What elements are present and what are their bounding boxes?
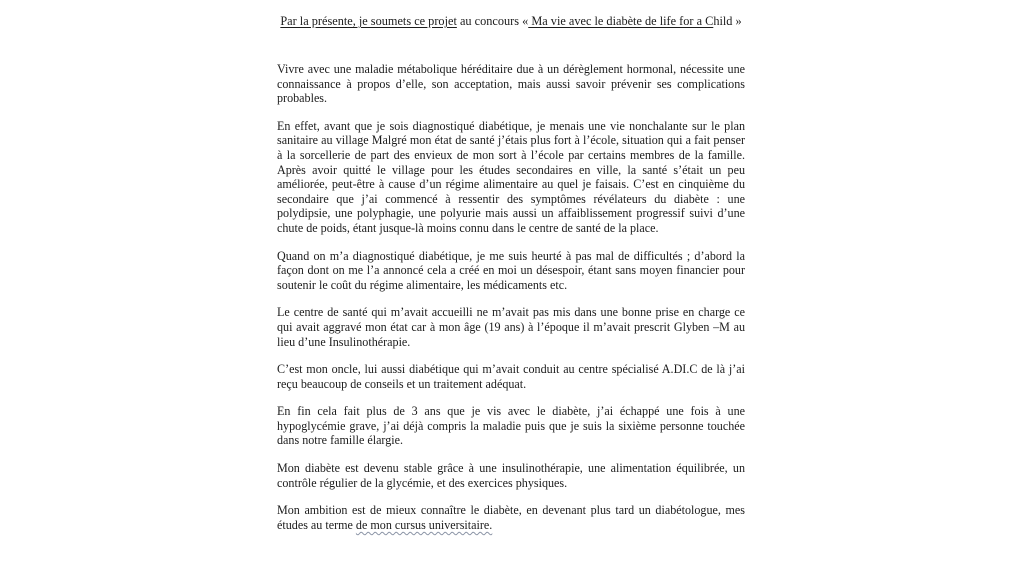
ambition-spellcheck-text: de mon cursus universitaire. bbox=[355, 517, 493, 532]
ambition-text: Mon ambition est de mieux connaître le diabète, en devenant plus tard un diabétologue, mes études au terme bbox=[277, 503, 745, 532]
paragraph-three-years: En fin cela fait plus de 3 ans que je vis avec le diabète, j’ai échappé une fois à une hypoglycémie grave, j’ai déjà compris la maladie puis que je suis la sixième personne touchée dans notre famille élargie. bbox=[277, 404, 745, 448]
paragraph-diagnosis-story: En effet, avant que je sois diagnostiqué diabétique, je menais une vie nonchalante sur le plan sanitaire au village Malgré mon état de santé j’étais plus fort à l’école, situation qui a fait penser à la sorcellerie de part des envieux de mon sort à l’école par certains membres de la famille. Après avoir quitté le village pour les études secondaires en ville, la santé s’était un peu améliorée, peut-être à cause d’un régime alimentaire au quel je faisais. C’est en cinquième du secondaire que j’ai commencé à ressentir des symptômes révélateurs du diabète : une polydipsie, une polyphagie, une polyurie mais aussi un affaiblissement progressif suivi d’une chute de poids, étant jusque-là moins connu dans le centre de santé de la place. bbox=[277, 118, 745, 235]
text-column bbox=[277, 14, 745, 545]
paragraph-health-center: Le centre de santé qui m’avait accueilli ne m’avait pas mis dans une bonne prise en charge ce qui avait aggravé mon état car à mon âge (19 ans) à l’époque il m’avait prescrit Glyben –M au lieu d’une Insulinothérapie. bbox=[277, 305, 745, 349]
title-underlined-segment-1: Par la présente, je soumets ce projet bbox=[280, 14, 457, 28]
document-title bbox=[277, 14, 745, 29]
paragraph-intro: Vivre avec une maladie métabolique héréditaire due à un dérèglement hormonal, nécessite une connaissance à propos d’elle, son acceptation, mais aussi savoir prévenir ses complications probables. bbox=[277, 62, 745, 106]
title-underlined-segment-2: Ma vie avec le diabète de life for a C bbox=[528, 14, 714, 28]
paragraph-uncle: C’est mon oncle, lui aussi diabétique qui m’avait conduit au centre spécialisé A.DI.C de là j’ai reçu beaucoup de conseils et un traitement adéquat. bbox=[277, 362, 745, 391]
title-plain-segment: au concours « bbox=[456, 14, 529, 28]
paragraph-stable-diabetes: Mon diabète est devenu stable grâce à une insulinothérapie, une alimentation équilibrée, un contrôle régulier de la glycémie, et des exercices physiques. bbox=[277, 461, 745, 490]
paragraph-difficulties: Quand on m’a diagnostiqué diabétique, je me suis heurté à pas mal de difficultés ; d’abord la façon dont on me l’a annoncé cela a créé en moi un désespoir, étant sans moyen financier pour soutenir le coût du régime alimentaire, les médicaments etc. bbox=[277, 248, 745, 292]
title-tail-segment: hild » bbox=[713, 14, 742, 28]
paragraph-ambition bbox=[277, 503, 745, 532]
